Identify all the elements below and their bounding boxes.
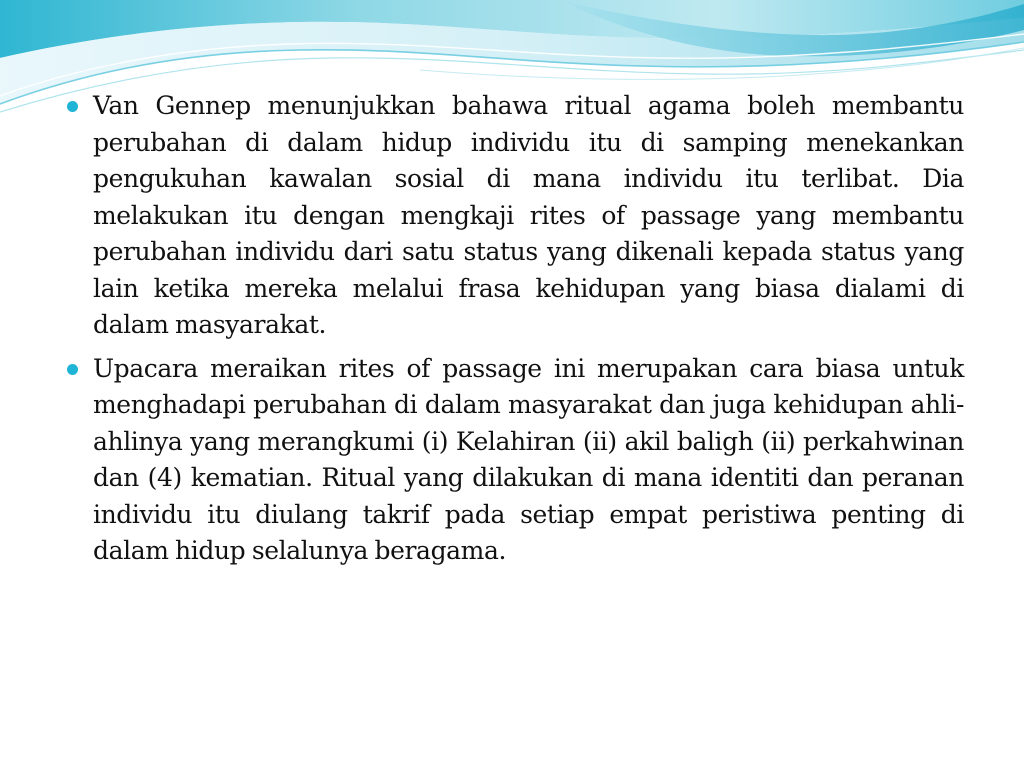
- bullet-item: [64, 351, 964, 570]
- bullet-text: Van Gennep menunjukkan bahawa ritual agama boleh membantu perubahan di dalam hidup individu itu di samping menekankan pengukuhan kawalan sosial di mana individu itu terlibat. Dia melakukan itu dengan mengkaji rites of passage yang membantu perubahan individu dari satu status yang dikenali kepada status yang lain ketika mereka melalui frasa kehidupan yang biasa dialami di dalam masyarakat.: [93, 91, 964, 339]
- bullet-item: [64, 88, 964, 344]
- bullet-icon: [67, 364, 78, 375]
- bullet-text: Upacara meraikan rites of passage ini merupakan cara biasa untuk menghadapi perubahan di dalam masyarakat dan juga kehidupan ahli-ahlinya yang merangkumi (i) Kelahiran (ii) akil baligh (ii) perkahwinan dan (4) kematian. Ritual yang dilakukan di mana identiti dan peranan individu itu diulang takrif pada setiap empat peristiwa penting di dalam hidup selalunya beragama.: [93, 353, 964, 565]
- slide-body: [64, 88, 964, 577]
- bullet-list: [64, 88, 964, 570]
- bullet-icon: [67, 101, 78, 112]
